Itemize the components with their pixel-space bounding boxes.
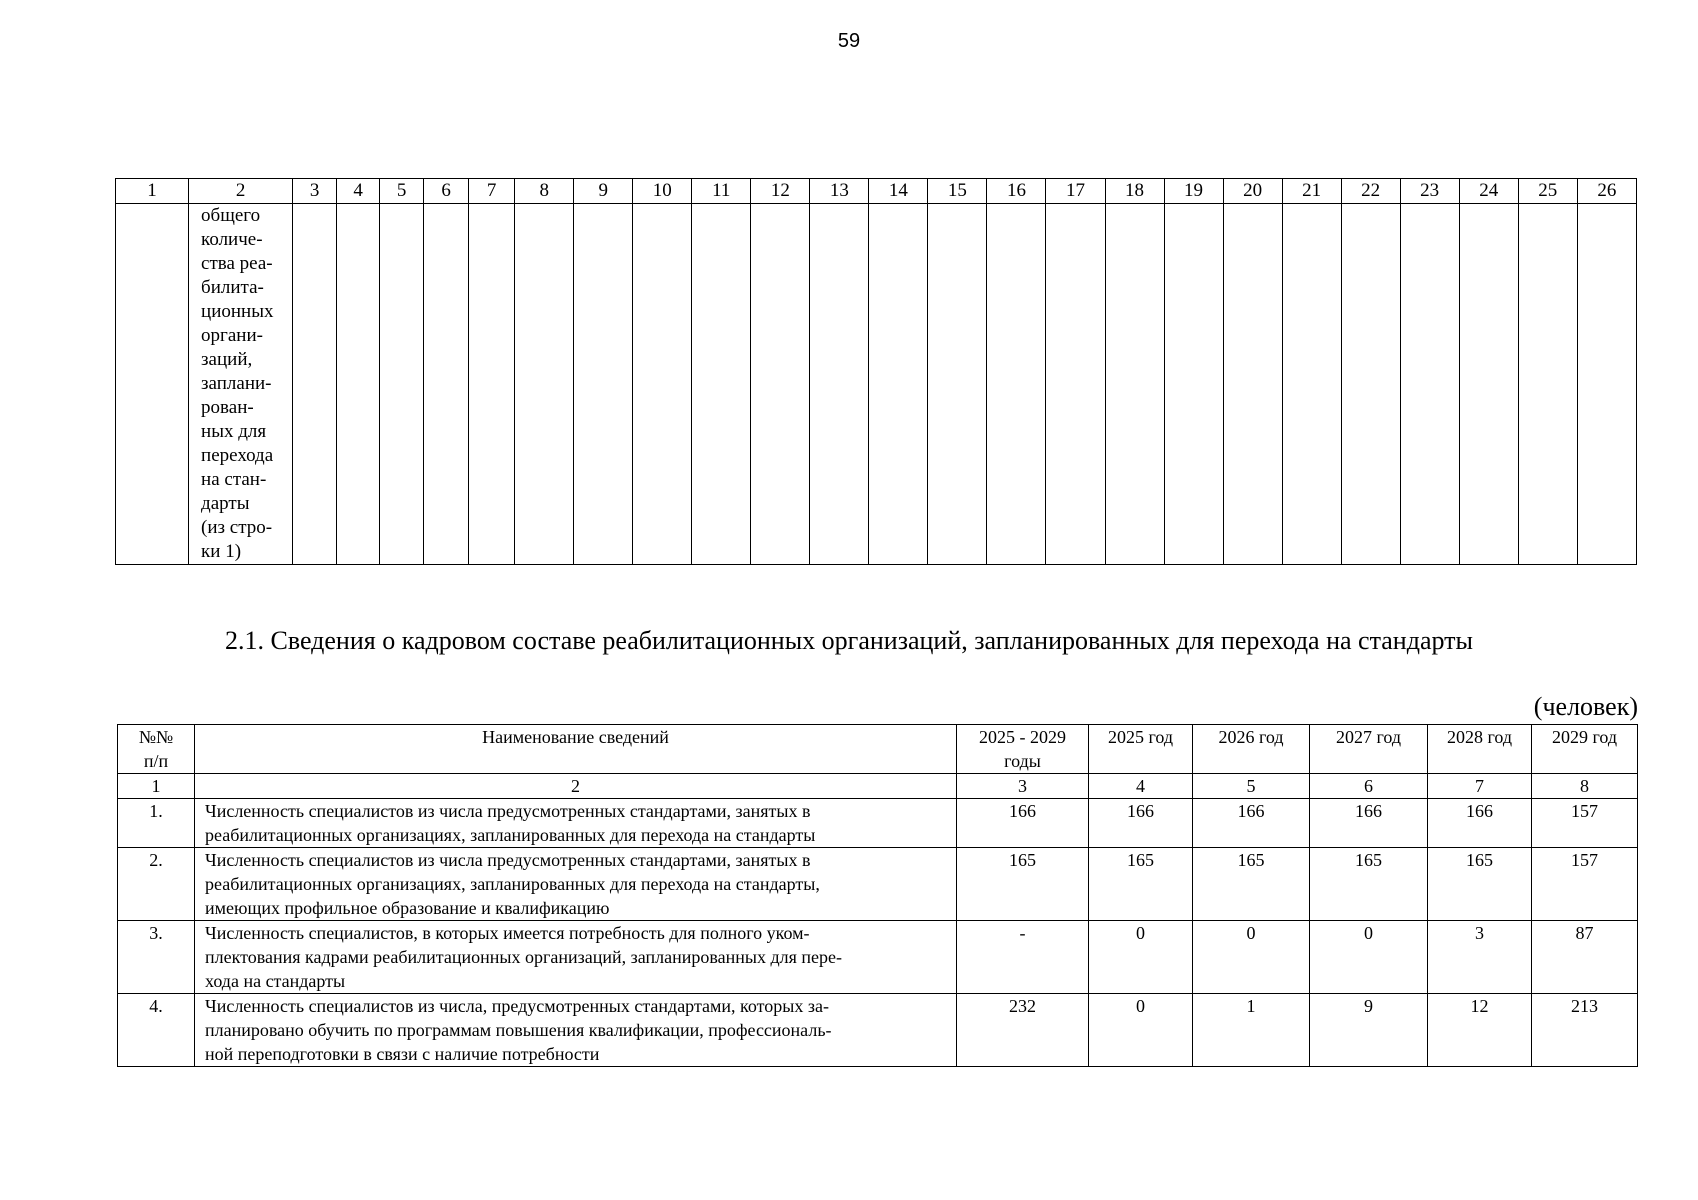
empty-cell xyxy=(469,204,515,565)
header-num-line: №№ xyxy=(138,727,174,747)
column-number: 6 xyxy=(1310,774,1428,799)
table-row xyxy=(118,994,1638,1067)
header-period-line: годы xyxy=(1004,751,1041,771)
empty-cell xyxy=(928,204,987,565)
continuation-line: дарты xyxy=(201,493,250,514)
column-number: 19 xyxy=(1164,179,1223,204)
column-number: 7 xyxy=(469,179,515,204)
empty-cell xyxy=(515,204,574,565)
row-name-line: планировано обучить по программам повышения квалификации, профессиональ- xyxy=(205,1020,832,1040)
header-num-line: п/п xyxy=(143,751,169,771)
empty-cell xyxy=(293,204,337,565)
column-number: 20 xyxy=(1223,179,1282,204)
value-period: - xyxy=(957,921,1089,994)
value-period: 166 xyxy=(957,799,1089,848)
empty-cell xyxy=(424,204,469,565)
row-name-line: Численность специалистов, в которых имеется потребность для полного уком- xyxy=(205,923,810,943)
column-number: 14 xyxy=(869,179,928,204)
header-2025: 2025 год xyxy=(1089,725,1193,774)
column-number: 13 xyxy=(810,179,869,204)
empty-cell xyxy=(574,204,633,565)
column-number: 24 xyxy=(1459,179,1518,204)
empty-cell xyxy=(337,204,380,565)
column-number: 7 xyxy=(1428,774,1532,799)
column-number: 4 xyxy=(337,179,380,204)
header-2029: 2029 год xyxy=(1532,725,1638,774)
empty-cell xyxy=(869,204,928,565)
column-number: 3 xyxy=(957,774,1089,799)
row-name xyxy=(195,799,957,848)
value-2025: 166 xyxy=(1089,799,1193,848)
empty-cell xyxy=(751,204,810,565)
row-number: 4. xyxy=(118,994,195,1067)
empty-cell xyxy=(1518,204,1577,565)
column-number: 4 xyxy=(1089,774,1193,799)
empty-cell xyxy=(1223,204,1282,565)
column-number: 2 xyxy=(189,179,293,204)
value-period: 232 xyxy=(957,994,1089,1067)
header-num xyxy=(118,725,195,774)
value-2028: 165 xyxy=(1428,848,1532,921)
column-number: 16 xyxy=(987,179,1046,204)
header-period xyxy=(957,725,1089,774)
continuation-line: ных для xyxy=(201,421,267,442)
column-number: 6 xyxy=(424,179,469,204)
column-number: 1 xyxy=(118,774,195,799)
continuation-line: ства реа- xyxy=(201,253,273,274)
row-name-line: реабилитационных организациях, запланированных для перехода на стандарты, xyxy=(205,874,820,894)
column-number: 1 xyxy=(116,179,189,204)
continuation-line: перехода xyxy=(201,445,274,466)
table-row xyxy=(118,848,1638,921)
empty-cell xyxy=(1341,204,1400,565)
header-name: Наименование сведений xyxy=(195,725,957,774)
value-2026: 1 xyxy=(1193,994,1310,1067)
empty-cell xyxy=(692,204,751,565)
row-name xyxy=(195,994,957,1067)
section-title: 2.1. Сведения о кадровом составе реабилитационных организаций, запланированных для перехода на стандарты xyxy=(225,626,1473,655)
continuation-line: заций, xyxy=(201,349,253,370)
table-row xyxy=(118,921,1638,994)
value-2026: 0 xyxy=(1193,921,1310,994)
empty-cell xyxy=(1105,204,1164,565)
value-period: 165 xyxy=(957,848,1089,921)
column-number-row xyxy=(116,179,1637,204)
continuation-line: ционных xyxy=(201,301,274,322)
column-number: 18 xyxy=(1105,179,1164,204)
value-2027: 165 xyxy=(1310,848,1428,921)
empty-cell xyxy=(1164,204,1223,565)
column-number: 12 xyxy=(751,179,810,204)
table-row xyxy=(118,799,1638,848)
value-2027: 0 xyxy=(1310,921,1428,994)
column-number: 8 xyxy=(1532,774,1638,799)
value-2026: 166 xyxy=(1193,799,1310,848)
row-number: 1. xyxy=(118,799,195,848)
row-name-line: Численность специалистов из числа предусмотренных стандартами, занятых в xyxy=(205,850,811,870)
column-number: 26 xyxy=(1577,179,1636,204)
empty-cell xyxy=(1282,204,1341,565)
empty-cell xyxy=(987,204,1046,565)
continuation-line: рован- xyxy=(201,397,254,418)
empty-cell xyxy=(810,204,869,565)
row-number: 2. xyxy=(118,848,195,921)
column-number: 10 xyxy=(633,179,692,204)
column-number: 21 xyxy=(1282,179,1341,204)
continuation-cell xyxy=(189,204,293,565)
value-2029: 213 xyxy=(1532,994,1638,1067)
column-number: 5 xyxy=(1193,774,1310,799)
row-name xyxy=(195,848,957,921)
row-name-line: имеющих профильное образование и квалификацию xyxy=(205,898,610,918)
row-name-line: реабилитационных организациях, запланированных для перехода на стандарты xyxy=(205,825,816,845)
header-row xyxy=(118,725,1638,774)
column-number: 17 xyxy=(1046,179,1105,204)
continuation-text xyxy=(189,204,292,564)
value-2029: 157 xyxy=(1532,799,1638,848)
header-2027: 2027 год xyxy=(1310,725,1428,774)
value-2028: 3 xyxy=(1428,921,1532,994)
value-2029: 87 xyxy=(1532,921,1638,994)
column-number: 25 xyxy=(1518,179,1577,204)
continuation-line: ки 1) xyxy=(201,541,242,562)
column-number: 2 xyxy=(195,774,957,799)
column-number-row xyxy=(118,774,1638,799)
row-name-line: Численность специалистов из числа предусмотренных стандартами, занятых в xyxy=(205,801,811,821)
empty-cell xyxy=(1046,204,1105,565)
header-2026: 2026 год xyxy=(1193,725,1310,774)
continuation-line: общего xyxy=(201,205,261,226)
continuation-line: органи- xyxy=(201,325,263,346)
empty-cell xyxy=(116,204,189,565)
column-number: 5 xyxy=(380,179,424,204)
value-2026: 165 xyxy=(1193,848,1310,921)
value-2028: 166 xyxy=(1428,799,1532,848)
continuation-line: (из стро- xyxy=(201,517,273,538)
value-2029: 157 xyxy=(1532,848,1638,921)
value-2028: 12 xyxy=(1428,994,1532,1067)
value-2025: 0 xyxy=(1089,921,1193,994)
row-name-line: хода на стандарты xyxy=(205,971,346,991)
column-number: 11 xyxy=(692,179,751,204)
staff-table xyxy=(117,724,1638,1067)
column-number: 3 xyxy=(293,179,337,204)
row-number: 3. xyxy=(118,921,195,994)
row-name-line: ной переподготовки в связи с наличие потребности xyxy=(205,1044,600,1064)
continuation-table xyxy=(115,178,1637,565)
column-number: 15 xyxy=(928,179,987,204)
empty-cell xyxy=(633,204,692,565)
value-2025: 165 xyxy=(1089,848,1193,921)
continuation-line: количе- xyxy=(201,229,263,250)
page-number: 59 xyxy=(837,30,861,52)
column-number: 9 xyxy=(574,179,633,204)
continuation-line: заплани- xyxy=(201,373,272,394)
row-name-line: Численность специалистов из числа, предусмотренных стандартами, которых за- xyxy=(205,996,829,1016)
value-2027: 9 xyxy=(1310,994,1428,1067)
column-number: 23 xyxy=(1400,179,1459,204)
value-2027: 166 xyxy=(1310,799,1428,848)
column-number: 8 xyxy=(515,179,574,204)
unit-label: (человек) xyxy=(1533,692,1638,721)
empty-cell xyxy=(1577,204,1636,565)
row-name-line: плектования кадрами реабилитационных организаций, запланированных для пере- xyxy=(205,947,842,967)
column-number: 22 xyxy=(1341,179,1400,204)
empty-cell xyxy=(380,204,424,565)
value-2025: 0 xyxy=(1089,994,1193,1067)
header-period-line: 2025 - 2029 xyxy=(979,727,1066,747)
header-2028: 2028 год xyxy=(1428,725,1532,774)
continuation-row xyxy=(116,204,1637,565)
continuation-line: на стан- xyxy=(201,469,267,490)
empty-cell xyxy=(1459,204,1518,565)
row-name xyxy=(195,921,957,994)
empty-cell xyxy=(1400,204,1459,565)
continuation-line: билита- xyxy=(201,277,264,298)
